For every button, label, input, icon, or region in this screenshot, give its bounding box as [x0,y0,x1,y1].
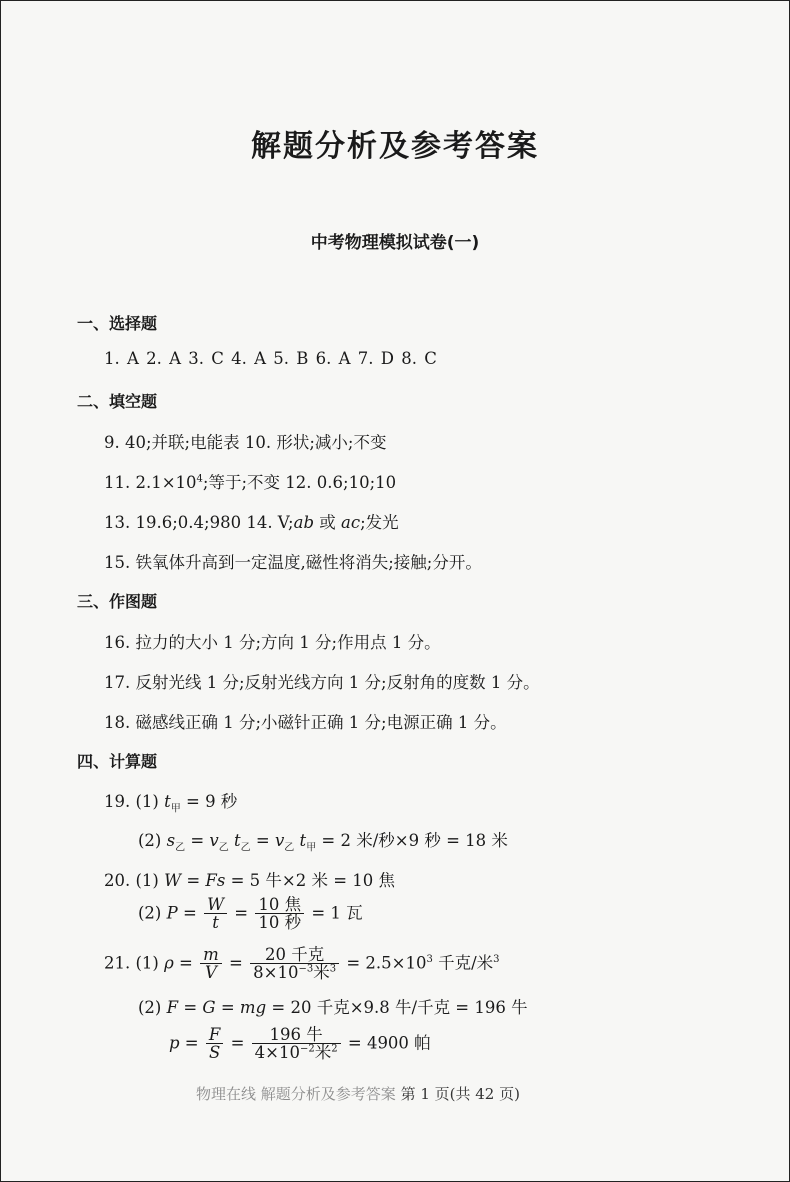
q21-3-p: p [169,1033,180,1053]
q19-2-label: (2) [138,831,167,850]
fill-11-value: 11. 2.1×10 [104,473,197,492]
page-title: 解题分析及参考答案 [251,129,539,164]
q21-3-eq2: = [225,1033,250,1053]
fill-answer-11-12 [104,469,396,493]
fill-14-ab: ab [293,513,315,532]
fraction-denominator: t [212,913,219,933]
fraction-denominator [252,1044,341,1061]
q19-result: = 9 秒 [180,792,238,811]
q21-2-eq2: = [215,998,240,1017]
q21-3-eq: = [179,1033,204,1053]
q19-t: t [164,792,171,811]
choice-answers: 1. A 2. A 3. C 4. A 5. B 6. A 7. D 8. C [104,349,437,368]
q19-2-sub1: 乙 [175,842,186,854]
fraction-numerator: W [204,896,227,914]
q19-2-t2: t [294,831,307,850]
fill-11-rest: ;等于;不变 12. 0.6;10;10 [202,473,397,492]
fraction-denominator: S [208,1043,221,1063]
draw-answer-18: 18. 磁感线正确 1 分;小磁针正确 1 分;电源正确 1 分。 [104,713,507,732]
q19-2-sub3: 乙 [240,842,251,854]
q19-2-eq2: = [250,831,275,850]
q21-result: = 2.5×10 [341,953,427,973]
q19-2-sub4: 乙 [284,842,295,854]
q19-2-sub2: 乙 [218,842,229,854]
draw-answer-17: 17. 反射光线 1 分;反射光线方向 1 分;反射角的度数 1 分。 [104,673,540,692]
q20-w: W [164,871,182,890]
q21-result-exp: 3 [426,953,433,965]
q19-2-eq1: = [185,831,210,850]
fraction-numerator: m [200,946,222,964]
footer-page-number: 第 1 页(共 42 页) [400,1085,520,1103]
fraction-w-over-t [204,896,227,932]
fraction-mass-over-volume [250,946,339,982]
q20-fs: Fs [205,871,226,890]
q21-2-mg: mg [239,998,267,1017]
calc-21-part-2 [138,994,528,1018]
den-unit-exp: 3 [329,963,337,975]
fill-14-rest: ;发光 [360,513,399,532]
q21-eq: = [173,953,199,973]
q21-2-label: (2) [138,998,167,1017]
fill-answer-9-10: 9. 40;并联;电能表 10. 形状;减小;不变 [104,433,387,452]
q20-2-label: (2) [138,903,167,923]
q20-label: 20. (1) [104,871,165,890]
den-exp: −3 [298,963,314,975]
q21-result-unit-exp: 3 [493,953,500,965]
fill-14-ac: ac [341,513,361,532]
q19-2-sub5: 甲 [306,842,317,854]
calc-19-part-2 [138,827,508,853]
fraction-f-over-s [206,1026,223,1062]
den-base: 8×10 [253,963,299,983]
fraction-m-over-v [200,946,222,982]
q21-label: 21. (1) [104,953,165,973]
den-unit: 米 [314,1043,332,1063]
q20-rest: = 5 牛×2 米 = 10 焦 [225,871,396,890]
q20-2-eq2: = [229,903,254,923]
q21-3-rest: = 4900 帕 [342,1033,431,1053]
q20-2-rest: = 1 瓦 [306,903,363,923]
q21-eq2: = [223,953,249,973]
fraction-numerator: F [206,1026,223,1044]
fill-13-text: 13. 19.6;0.4;980 14. V; [104,513,294,532]
fraction-numerator: 20 千克 [250,946,339,964]
q21-2-g: G [202,998,216,1017]
q21-2-rest: = 20 千克×9.8 牛/千克 = 196 牛 [266,998,528,1017]
den-exp: −2 [300,1043,315,1055]
fraction-numerator: 196 牛 [252,1026,341,1044]
section-heading-choice: 一、选择题 [77,314,158,333]
q19-2-s: s [166,831,176,850]
calc-20-part-1 [104,867,395,891]
page-footer [196,1083,520,1104]
calc-20-part-2 [138,896,363,932]
den-unit: 米 [313,963,330,983]
calc-19-part-1 [104,788,237,814]
footer-publisher: 物理在线 [196,1085,257,1103]
exam-subtitle: 中考物理模拟试卷(一) [310,233,480,253]
fraction-denominator: V [205,963,217,983]
q21-result-unit: 千克/米 [432,953,494,973]
fill-answer-13-14 [104,509,399,533]
q20-eq: = [181,871,206,890]
fill-14-or: 或 [314,513,342,532]
draw-answer-16: 16. 拉力的大小 1 分;方向 1 分;作用点 1 分。 [104,633,441,652]
q21-2-eq: = [178,998,203,1017]
section-heading-draw: 三、作图题 [77,592,158,611]
q20-2-p: P [166,903,178,923]
fraction-force-over-area [252,1026,341,1062]
q19-label: 19. (1) [104,792,165,811]
calc-21-pressure [169,1026,431,1062]
q20-2-eq: = [177,903,203,923]
q19-sub: 甲 [170,803,181,815]
den-base: 4×10 [254,1043,300,1063]
q19-2-v2: v [274,831,285,850]
fill-answer-15: 15. 铁氧体升高到一定温度,磁性将消失;接触;分开。 [104,553,482,572]
footer-doc-title: 解题分析及参考答案 [256,1085,401,1103]
fraction-denominator [250,964,339,981]
q21-2-f: F [166,998,179,1017]
q19-2-rest: = 2 米/秒×9 秒 = 18 米 [316,831,508,850]
fraction-denominator: 10 秒 [258,913,302,933]
calc-21-part-1 [104,946,500,982]
q19-2-t1: t [228,831,241,850]
fraction-numerator: 10 焦 [255,896,304,914]
fill-11-exponent: 4 [196,473,203,485]
q19-2-v1: v [209,831,219,850]
fraction-energy-over-time [255,896,304,932]
den-unit-exp: 2 [331,1043,338,1055]
section-heading-calc: 四、计算题 [77,752,158,771]
q21-rho: ρ [164,953,174,973]
section-heading-fill: 二、填空题 [77,392,158,411]
